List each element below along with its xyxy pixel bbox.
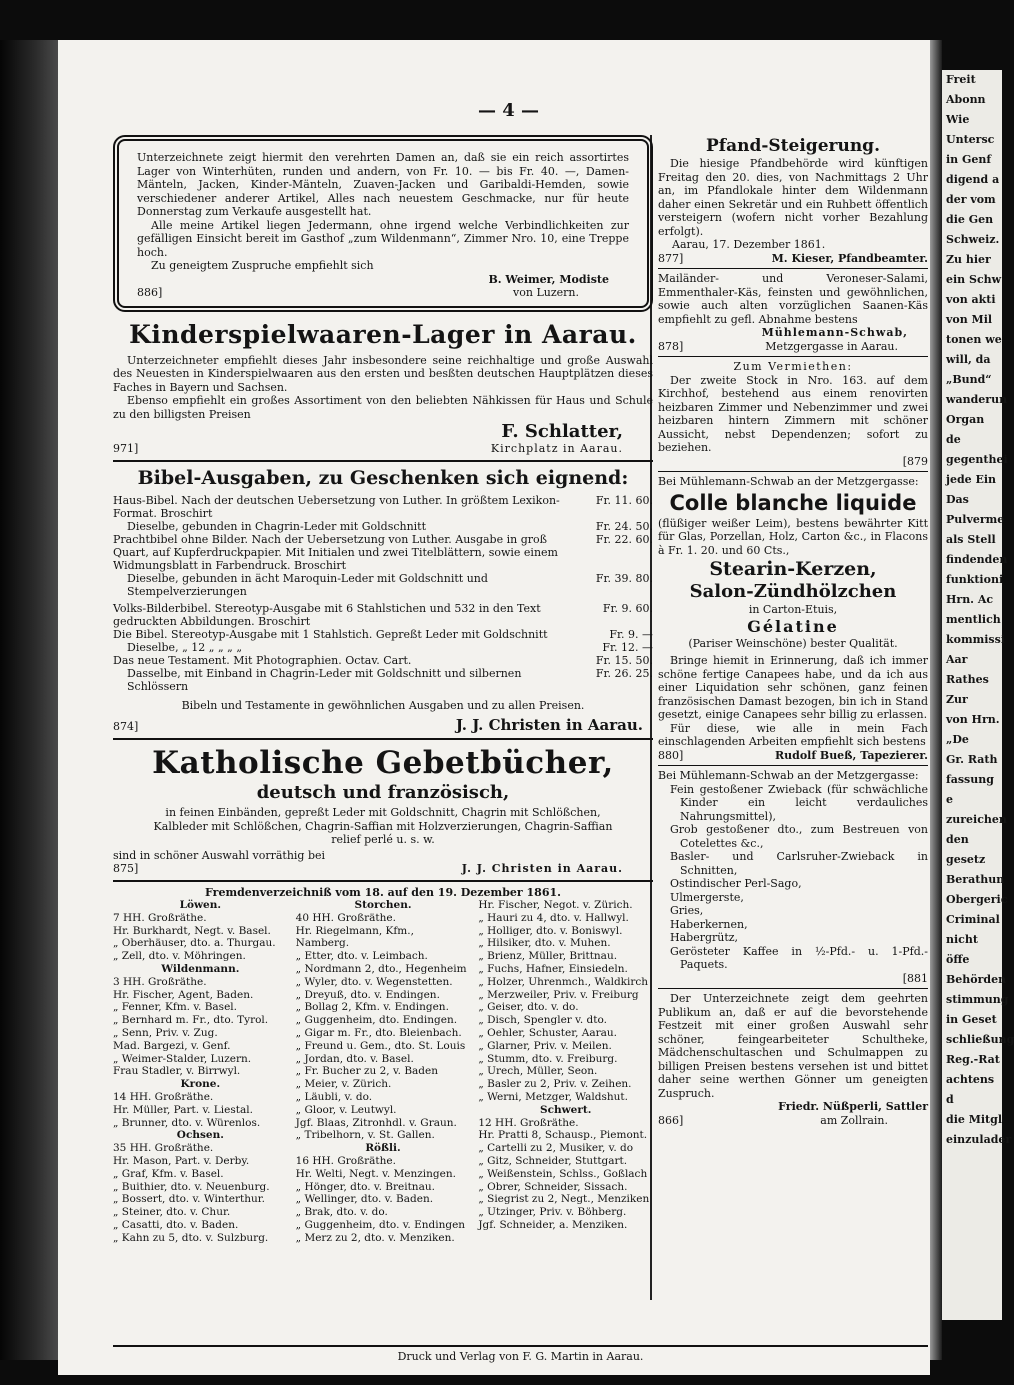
bible-item	[113, 494, 653, 520]
next-page-fragment: achtens d	[946, 1073, 995, 1106]
fremden-entry: 40 HH. Großräthe.	[295, 911, 396, 924]
ad-877-signature: M. Kieser, Pfandbeamter.	[771, 251, 928, 265]
fremden-entry: „ Holzer, Uhrenmch., Waldkirch	[478, 975, 649, 988]
ad-881-list-item: Gries,	[670, 904, 704, 917]
fremden-entry: „ Glarner, Priv. v. Meilen.	[478, 1039, 612, 1052]
fremden-entry: „ Gitz, Schneider, Stuttgart.	[478, 1154, 628, 1167]
ad-866-text: Der Unterzeichnete zeigt dem geehrten Publikum an, daß er auf die bevorstehende Festzeit mit einer großen Auswahl sehr schöner, feingearbeiteter Schultheke, Mädchenschultaschen und Schulmappen zu billigen Preisen bestens versehen ist und bittet daher seine werthen Gönner um geneigten Zuspruch.	[658, 992, 928, 1100]
ad-880-text4: Bringe hiemit in Erinnerung, daß ich immer schöne fertige Canapees habe, und da ich aus einer Liquidation sehr schönen, ganz feinen französischen Damast bezogen, bin ich in Stand gesetzt, einige Canapees sehr billig zu erlassen.	[658, 654, 928, 721]
divider	[658, 765, 928, 766]
bible-item-text: Dieselbe, „ 12 „ „ „ „	[127, 640, 243, 654]
fremden-columns	[113, 899, 653, 1245]
bible-item-text: Volks-Bilderbibel. Stereotyp-Ausgabe mit 6 Stahlstichen und 532 in den Text gedruckten Abbildungen. Broschirt	[113, 601, 541, 628]
book-binding-edge	[0, 40, 58, 1360]
fremden-entry: „ Urech, Müller, Seon.	[478, 1065, 598, 1078]
ad-874-number: 874]	[113, 720, 139, 733]
ad-866-number: 866]	[658, 1113, 684, 1127]
fremden-entry: „ Fuchs, Hafner, Einsiedeln.	[478, 962, 628, 975]
fremden-entry: „ Brak, dto. v. do.	[295, 1206, 388, 1219]
next-page-fragment: Wie	[946, 113, 970, 126]
ad-881-list-item: Haberkernen,	[670, 917, 748, 931]
bible-item	[113, 520, 653, 533]
bible-item	[113, 641, 653, 654]
ad-866-place: am Zollrain.	[820, 1113, 888, 1127]
fremden-entry: Jgf. Blaas, Zitronhdl. v. Graun.	[295, 1116, 457, 1129]
fremden-entry: „ Guggenheim, dto. Endingen.	[295, 1014, 458, 1027]
fremden-hotel-heading: Rößli.	[365, 1142, 401, 1155]
fremden-entry: „ Weimer-Stalder, Luzern.	[113, 1052, 252, 1065]
ad-881-intro: Bei Mühlemann-Schwab an der Metzgergasse:	[658, 769, 919, 782]
ad-879-text: Der zweite Stock in Nro. 163. auf dem Kirchhof, bestehend aus einem renovirten heizbaren Zimmer und Nebenzimmer und zwei heizbaren hintern Zimmern mit schöner Aussicht, nebst Dependenzen; sofort zu beziehen.	[658, 373, 928, 454]
ad-881-list-item: Grob gestoßener dto., zum Bestreuen von Cotelettes &c.,	[670, 823, 928, 850]
divider	[658, 471, 928, 472]
fremden-entry: „ Holliger, dto. v. Boniswyl.	[478, 924, 623, 937]
ad-971-text2: Ebenso empfiehlt ein großes Assortiment von den beliebten Nähkissen für Haus und Schule zu den billigsten Preisen	[113, 394, 653, 421]
fremden-entry: „ Fenner, Kfm. v. Basel.	[113, 1001, 237, 1014]
next-page-fragment: stimmung	[946, 993, 1009, 1006]
ad-880-text2: in Carton-Etuis,	[748, 603, 838, 616]
bible-item-price: Fr. 9. —	[609, 627, 653, 641]
fremden-hotel-heading: Storchen.	[354, 899, 412, 911]
fremden-entry: Hr. Fischer, Agent, Baden.	[113, 988, 254, 1001]
ad-880-signature: Rudolf Bueß, Tapezierer.	[774, 748, 928, 762]
ad-880-number: 880]	[658, 748, 684, 762]
ad-881-list-item: Basler- und Carlsruher-Zwieback in Schnitten,	[670, 850, 928, 877]
ad-877-number: 877]	[658, 251, 684, 265]
newspaper-page	[58, 40, 930, 1375]
ad-880-title: Colle blanche liquide	[669, 490, 917, 515]
fremden-entry: „ Disch, Spengler v. dto.	[478, 1014, 607, 1027]
ad-881-list-item: Fein gestoßener Zwieback (für schwächliche Kinder ein leicht verdauliches Nahrungsmittel),	[670, 782, 928, 823]
ad-866-signature: Friedr. Nüßperli, Sattler	[778, 1100, 928, 1113]
bible-item	[113, 572, 653, 598]
ad-875-number: 875]	[113, 862, 139, 875]
ad-971-text: Unterzeichneter empfiehlt dieses Jahr insbesondere seine reichhaltige und große Auswahl des Neuesten in Kinderspielwaaren aus den ersten und besßten deutschen Hauptplätzen dieses Faches in Bayern und Sachsen.	[113, 353, 653, 394]
ad-878-number: 878]	[658, 339, 684, 353]
fremden-entry: „ Hönger, dto. v. Breitnau.	[295, 1180, 435, 1193]
fremden-entry: „ Hilsiker, dto. v. Muhen.	[478, 937, 611, 950]
fremden-entry: „ Graf, Kfm. v. Basel.	[113, 1167, 224, 1180]
divider	[658, 988, 928, 989]
fremden-entry: „ Gloor, v. Leutwyl.	[295, 1103, 397, 1116]
next-page-fragment: nicht öffe	[946, 933, 978, 966]
next-page-fragment: Zu hier	[946, 253, 991, 266]
fremden-entry: Frau Stadler, v. Birrwyl.	[113, 1065, 241, 1078]
next-page-fragment: die Gen	[946, 213, 994, 226]
fremden-entry: „ Siegrist zu 2, Negt., Menziken	[478, 1193, 650, 1206]
ad-886-place: von Luzern.	[513, 286, 579, 299]
fremden-entry: 35 HH. Großräthe.	[113, 1142, 214, 1155]
left-column	[113, 135, 653, 1245]
ad-886-text3: Zu geneigtem Zuspruche empfiehlt sich	[151, 259, 374, 272]
next-page-fragment: Behörden	[946, 973, 1007, 986]
next-page-fragment: Freit	[946, 73, 976, 86]
fremden-column-3	[478, 899, 653, 1245]
ad-875-text: in feinen Einbänden, gepreßt Leder mit Goldschnitt, Chagrin mit Schlößchen, Kalbleder mit Schlößchen, Chagrin-Saffian mit Holzverzierungen, Chagrin-Saffian relief perlé u. s. w.	[153, 806, 613, 846]
bible-item-price: Fr. 12. —	[602, 640, 653, 654]
bible-item	[113, 628, 653, 641]
ad-875-text2: sind in schöner Auswahl vorräthig bei	[113, 848, 326, 862]
fremden-entry: „ Dreyuß, dto. v. Endingen.	[295, 988, 440, 1001]
next-page-fragment: wanderun	[946, 393, 1008, 406]
ad-874-footer-text: Bibeln und Testamente in gewöhnlichen Ausgaben und zu allen Preisen.	[181, 698, 585, 712]
bible-item-price: Fr. 22. 60.	[595, 532, 653, 546]
ad-880-text: (flüßiger weißer Leim), bestens bewährter Kitt für Glas, Porzellan, Holz, Carton &c., in Flacons à Fr. 1. 20. und 60 Cts.,	[658, 516, 928, 557]
next-page-fragment: ein Schw	[946, 273, 1002, 286]
fremden-entry: „ Hauri zu 4, dto. v. Hallwyl.	[478, 911, 629, 924]
fremden-entry: „ Geiser, dto. v. do.	[478, 1001, 579, 1014]
next-page-fragment: einzulader	[946, 1133, 1012, 1146]
fremden-entry: „ Etter, dto. v. Leimbach.	[295, 950, 428, 963]
ad-880-title2: Stearin-Kerzen,	[709, 558, 877, 580]
fremden-hotel-heading: Löwen.	[179, 899, 222, 911]
fremden-entry: Jgf. Schneider, a. Menziken.	[478, 1218, 628, 1231]
fremden-entry: „ Obrer, Schneider, Sissach.	[478, 1180, 628, 1193]
ad-880-title4: Gélatine	[747, 616, 839, 636]
fremden-entry: „ Basler zu 2, Priv. v. Zeihen.	[478, 1078, 632, 1091]
bible-item-price: Fr. 15. 50.	[595, 653, 653, 667]
next-page-fragment: von Mil	[946, 313, 993, 326]
fremden-entry: 12 HH. Großräthe.	[478, 1116, 579, 1129]
next-page-fragment: Zur	[946, 693, 968, 706]
bible-item-price: Fr. 26. 25.	[595, 666, 653, 680]
ad-971-signature: F. Schlatter,	[501, 421, 623, 442]
next-page-fragment: digend a	[946, 173, 1000, 186]
bible-item-price: Fr. 9. 60.	[602, 601, 653, 615]
next-page-fragment: kommissi	[946, 633, 1005, 646]
fremden-entry: 14 HH. Großräthe.	[113, 1090, 214, 1103]
next-page-fragment: Aar	[946, 653, 968, 666]
fremden-hotel-heading: Wildenmann.	[161, 962, 240, 975]
ad-878-text: Mailänder- und Veroneser-Salami, Emmenthaler-Käs, feinsten und gewöhnlichen, sowie auch alten vorzüglichen Saanen-Käs empfiehlt zu gefl. Abnahme bestens	[658, 272, 928, 326]
bible-item-text: Dasselbe, mit Einband in Chagrin-Leder mit Goldschnitt und silbernen Schlössern	[127, 666, 522, 693]
divider	[658, 356, 928, 357]
page-gutter	[930, 40, 942, 1360]
next-page-fragment: Reg.-Rat	[946, 1053, 1000, 1066]
fremden-entry: „ Bossert, dto. v. Winterthur.	[113, 1193, 265, 1206]
ad-971-place: Kirchplatz in Aarau.	[490, 442, 623, 455]
ad-971-title: Kinderspielwaaren-Lager in Aarau.	[129, 319, 637, 349]
ad-881-list-item: Gerösteter Kaffee in ½-Pfd.- u. 1-Pfd.-Paquets.	[670, 944, 928, 971]
next-page-fragment: jede Ein	[946, 473, 997, 486]
fremden-entry: „ Kahn zu 5, dto. v. Sulzburg.	[113, 1231, 269, 1244]
ad-880-title3: Salon-Zündhölzchen	[689, 581, 897, 602]
right-column	[658, 135, 928, 1127]
ad-875-signature: J. J. Christen in Aarau.	[461, 862, 623, 875]
fremden-entry: Hr. Pratti 8, Schausp., Piemont.	[478, 1129, 648, 1142]
next-page-fragment: tonen we	[946, 333, 1002, 346]
fremden-entry: „ Utzinger, Priv. v. Böhberg.	[478, 1206, 627, 1219]
next-page-fragment: in Genf	[946, 153, 992, 166]
bible-item-text: Dieselbe, gebunden in ächt Maroquin-Leder mit Goldschnitt und Stempelverzierungen	[127, 571, 488, 598]
fremden-entry: Hr. Burkhardt, Negt. v. Basel.	[113, 924, 271, 937]
next-page-fragment: findenden	[946, 553, 1008, 566]
bible-item-text: Prachtbibel ohne Bilder. Nach der Uebersetzung von Luther. Ausgabe in groß Quart, auf Kupferdruckpapier. Mit Initialen und zwei Titelblättern, sowie einem Widmungsblatt in Farbendruck. Broschirt	[113, 532, 558, 572]
ad-881-list-item: Ulmergerste,	[670, 890, 744, 904]
fremden-title: Fremdenverzeichniß vom 18. auf den 19. Dezember 1861.	[205, 885, 561, 899]
divider	[113, 880, 653, 882]
fremden-entry: Hr. Welti, Negt. v. Menzingen.	[295, 1167, 456, 1180]
fremden-entry: „ Wyler, dto. v. Wegenstetten.	[295, 975, 453, 988]
next-page-fragment: Obergeric	[946, 893, 1008, 906]
fremden-entry: „ Bollag 2, Kfm. v. Endingen.	[295, 1001, 449, 1014]
next-page-fragment: der vom	[946, 193, 996, 206]
fremden-entry: „ Guggenheim, dto. v. Endingen	[295, 1218, 466, 1231]
fremden-entry: „ Merz zu 2, dto. v. Menziken.	[295, 1231, 455, 1244]
bible-item	[113, 654, 653, 667]
fremden-column-1	[113, 899, 288, 1245]
fremden-entry: „ Fr. Bucher zu 2, v. Baden	[295, 1065, 438, 1078]
ad-886-text: Unterzeichnete zeigt hiermit den verehrten Damen an, daß sie ein reich assortirtes Lager von Winterhüten, runden und andern, von Fr. 10. — bis Fr. 40. —, Damen-Mänteln, Jacken, Kinder-Mänteln, Zuaven-Jacken und Garibaldi-Hemden, sowie verschiedener anderer Artikel, Alles nach neuestem Geschmacke, nur für heute Donnerstag zum Verkaufe ausgestellt hat.	[137, 151, 629, 218]
ad-886-text2: Alle meine Artikel liegen Jedermann, ohne irgend welche Verbindlichkeiten zur gefälligen Einsicht bereit im Gasthof „zum Wildenmann“, Zimmer Nro. 10, eine Treppe hoch.	[137, 218, 629, 259]
ad-886-signature: B. Weimer, Modiste	[488, 272, 609, 286]
page-number: — 4 —	[478, 100, 540, 121]
fremden-entry: „ Weißenstein, Schlss., Goßlach	[478, 1167, 648, 1180]
bible-item-price: Fr. 39. 80.	[595, 571, 653, 585]
next-page-fragment: schließung	[946, 1033, 1014, 1046]
next-page-fragment: Rathes	[946, 673, 989, 686]
ad-886-ornamental-box	[113, 135, 653, 312]
fremden-entry: „ Buithier, dto. v. Neuenburg.	[113, 1180, 270, 1193]
next-page-fragment: Criminal	[946, 913, 1000, 926]
next-page-fragment: Schweiz.	[946, 233, 1000, 246]
fremden-column-2	[296, 899, 471, 1245]
fremden-hotel-heading: Krone.	[180, 1078, 221, 1091]
next-page-fragment: Berathun	[946, 873, 1005, 886]
fremden-entry: „ Senn, Priv. v. Zug.	[113, 1026, 218, 1039]
fremden-entry: „ Steiner, dto. v. Chur.	[113, 1206, 231, 1219]
next-page-fragment: den gesetz	[946, 833, 986, 866]
fremden-entry: „ Oberhäuser, dto. a. Thurgau.	[113, 937, 276, 950]
ad-875-subtitle: deutsch und französisch,	[256, 782, 510, 803]
fremden-entry: „ Casatti, dto. v. Baden.	[113, 1218, 239, 1231]
fremden-entry: „ Jordan, dto. v. Basel.	[295, 1052, 414, 1065]
bible-item-text: Das neue Testament. Mit Photographien. Octav. Cart.	[113, 653, 412, 667]
divider	[113, 738, 653, 740]
fremden-entry: Hr. Mason, Part. v. Derby.	[113, 1154, 250, 1167]
fremden-entry: „ Brienz, Müller, Brittnau.	[478, 950, 618, 963]
ad-879-number: [879	[902, 454, 928, 468]
fremden-hotel-heading: Schwert.	[539, 1103, 592, 1116]
next-page-fragment: Gr. Rath	[946, 753, 998, 766]
fremden-entry: 3 HH. Großräthe.	[113, 975, 207, 988]
ad-881-list	[658, 783, 928, 972]
next-page-fragment: von akti	[946, 293, 996, 306]
ad-880-text3: (Pariser Weinschöne) bester Qualität.	[688, 636, 898, 650]
ad-874-signature: J. J. Christen in Aarau.	[455, 716, 643, 734]
bible-item-text: Die Bibel. Stereotyp-Ausgabe mit 1 Stahlstich. Gepreßt Leder mit Goldschnitt	[113, 627, 548, 641]
bible-item-price: Fr. 24. 50.	[595, 519, 653, 533]
divider	[113, 460, 653, 462]
bible-item	[113, 667, 653, 693]
fremden-entry: Hr. Müller, Part. v. Liestal.	[113, 1103, 253, 1116]
next-page-fragment: Abonn	[946, 93, 986, 106]
fremden-entry: „ Merzweiler, Priv. v. Freiburg	[478, 988, 639, 1001]
next-page-fragment: „Bund“	[946, 373, 992, 386]
fremden-entry: Hr. Fischer, Negot. v. Zürich.	[478, 899, 633, 911]
bible-item-text: Dieselbe, gebunden in Chagrin-Leder mit Goldschnitt	[127, 519, 427, 533]
next-page-fragment: die Mitgl	[946, 1113, 1003, 1126]
next-page-fragment: Organ de	[946, 413, 985, 446]
ad-875-title: Katholische Gebetbücher,	[152, 745, 614, 781]
bible-item-text: Haus-Bibel. Nach der deutschen Uebersetzung von Luther. In größtem Lexikon-Format. Broschirt	[113, 493, 560, 520]
ad-877-text: Die hiesige Pfandbehörde wird künftigen Freitag den 20. dies, von Nachmittags 2 Uhr an, im Pfandlokale hinter dem Wildenmann daher einen Sekretär und ein Ruhbett öffentlich versteigern (wofern nicht vorher Bezahlung erfolgt).	[658, 157, 928, 238]
next-page-fragment: fassung e	[946, 773, 994, 806]
fremden-entry: Hr. Riegelmann, Kfm., Namberg.	[295, 924, 414, 950]
ad-880-text5: Für diese, wie alle in mein Fach einschlagenden Arbeiten empfiehlt sich bestens	[658, 721, 928, 748]
next-page-fragment: von Hrn.	[946, 713, 1000, 726]
next-page-fragment: Das	[946, 493, 969, 506]
fremden-entry: „ Brunner, dto. v. Würenlos.	[113, 1116, 261, 1129]
next-page-fragment: Untersc	[946, 133, 995, 146]
fremden-hotel-heading: Ochsen.	[176, 1129, 224, 1142]
next-page-fragment: „De	[946, 733, 969, 746]
fremden-entry: „ Cartelli zu 2, Musiker, v. do	[478, 1142, 634, 1155]
fremden-entry: „ Wellinger, dto. v. Baden.	[295, 1193, 434, 1206]
ad-877-date: Aarau, 17. Dezember 1861.	[672, 238, 826, 251]
fremden-entry: „ Bernhard m. Fr., dto. Tyrol.	[113, 1014, 269, 1027]
bible-list	[113, 494, 653, 693]
fremden-entry: „ Meier, v. Zürich.	[295, 1078, 392, 1091]
next-page-fragment: will, da	[946, 353, 991, 366]
fremden-entry: „ Werni, Metzger, Waldshut.	[478, 1090, 628, 1103]
next-page-edge	[942, 70, 1014, 1320]
next-page-fragment: gegenthei	[946, 453, 1008, 466]
next-page-fragment: in Geset	[946, 1013, 997, 1026]
ad-881-list-item: Ostindischer Perl-Sago,	[670, 877, 802, 890]
next-page-fragment: Hrn. Ac	[946, 593, 994, 606]
ad-874-title: Bibel-Ausgaben, zu Geschenken sich eignend:	[137, 466, 629, 489]
ad-880-intro: Bei Mühlemann-Schwab an der Metzgergasse:	[658, 475, 919, 488]
ad-881-list-item: Habergrütz,	[670, 931, 739, 944]
next-page-fragment: Pulverme	[946, 513, 1005, 526]
fremden-entry: „ Nordmann 2, dto., Hegenheim	[295, 962, 467, 975]
next-page-fragment: funktioni	[946, 573, 1004, 586]
bible-item	[113, 533, 653, 572]
next-page-fragment: mentlich	[946, 613, 1001, 626]
fremden-entry: 7 HH. Großräthe.	[113, 911, 207, 924]
fremden-entry: „ Gigar m. Fr., dto. Bleienbach.	[295, 1026, 462, 1039]
ad-878-place: Metzgergasse in Aarau.	[765, 339, 898, 353]
ad-881-number: [881	[902, 971, 928, 985]
fremden-entry: „ Stumm, dto. v. Freiburg.	[478, 1052, 618, 1065]
next-page-fragment: als Stell	[946, 533, 996, 546]
ad-971-number: 971]	[113, 442, 139, 455]
divider	[658, 268, 928, 269]
next-page-fragment: zureichen	[946, 813, 1007, 826]
imprint-footer: Druck und Verlag von F. G. Martin in Aarau.	[113, 1345, 928, 1363]
ad-877-title: Pfand-Steigerung.	[705, 136, 880, 156]
fremden-entry: „ Zell, dto. v. Möhringen.	[113, 950, 246, 963]
fremden-entry: „ Freund u. Gem., dto. St. Louis	[295, 1039, 466, 1052]
ad-886-number: 886]	[137, 286, 163, 299]
ad-879-title: Zum Vermiethen:	[733, 360, 853, 373]
fremden-entry: „ Tribelhorn, v. St. Gallen.	[295, 1129, 435, 1142]
fremden-entry: Mad. Bargezi, v. Genf.	[113, 1039, 231, 1052]
ad-878-signature: Mühlemann-Schwab,	[761, 326, 908, 339]
fremden-entry: 16 HH. Großräthe.	[295, 1154, 396, 1167]
fremden-entry: „ Oehler, Schuster, Aarau.	[478, 1026, 618, 1039]
bible-item	[113, 602, 653, 628]
fremden-entry: „ Läubli, v. do.	[295, 1090, 373, 1103]
bible-item-price: Fr. 11. 60.	[595, 493, 653, 507]
